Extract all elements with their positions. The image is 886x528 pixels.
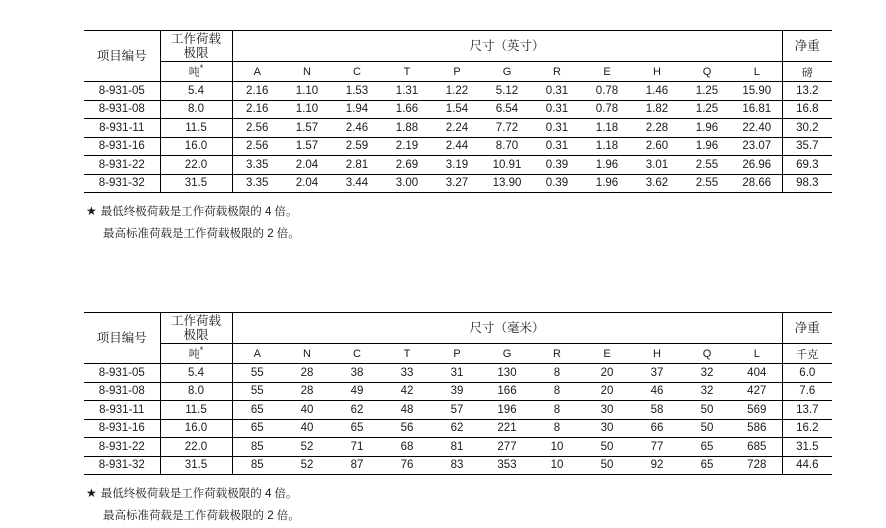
- header-working-load-limit: [160, 31, 232, 62]
- cell-net-weight: 13.2: [782, 82, 832, 101]
- table-row: [84, 119, 832, 138]
- cell-dim-t: 56: [382, 419, 432, 438]
- cell-dim-r: 0.31: [532, 100, 582, 119]
- cell-dim-q: 1.25: [682, 100, 732, 119]
- cell-dim-g: 130: [482, 364, 532, 383]
- cell-dim-h: 37: [632, 364, 682, 383]
- cell-dim-a: 85: [232, 438, 282, 457]
- cell-net-weight: 44.6: [782, 456, 832, 475]
- header-item-number: 项目编号: [84, 313, 160, 364]
- cell-dim-p: 31: [432, 364, 482, 383]
- footnote-text-1: 最低终极荷载是工作荷载极限的 4 倍。: [100, 488, 298, 500]
- cell-dim-a: 65: [232, 401, 282, 420]
- cell-item-number: 8-931-32: [84, 456, 160, 475]
- cell-dim-e: 1.18: [582, 119, 632, 138]
- cell-dim-q: 65: [682, 456, 732, 475]
- spec-table-mm: [84, 312, 832, 475]
- cell-net-weight: 16.2: [782, 419, 832, 438]
- cell-dim-c: 3.44: [332, 174, 382, 193]
- cell-item-number: 8-931-05: [84, 82, 160, 101]
- cell-net-weight: 13.7: [782, 401, 832, 420]
- cell-net-weight: 16.8: [782, 100, 832, 119]
- cell-item-number: 8-931-32: [84, 174, 160, 193]
- footnote-line-2: [86, 224, 300, 246]
- cell-dim-l: 427: [732, 382, 782, 401]
- header-dim-n: N: [282, 344, 332, 364]
- header-dim-c: C: [332, 62, 382, 82]
- cell-item-number: 8-931-08: [84, 382, 160, 401]
- cell-dim-l: 685: [732, 438, 782, 457]
- cell-dim-a: 55: [232, 364, 282, 383]
- cell-wll: 22.0: [160, 438, 232, 457]
- table-row: [84, 456, 832, 475]
- cell-dim-h: 92: [632, 456, 682, 475]
- wll-unit-footnote-mark: *: [199, 345, 204, 356]
- cell-dim-q: 1.96: [682, 137, 732, 156]
- cell-dim-q: 65: [682, 438, 732, 457]
- cell-dim-l: 28.66: [732, 174, 782, 193]
- header-dim-c: C: [332, 344, 382, 364]
- cell-dim-q: 2.55: [682, 174, 732, 193]
- cell-dim-p: 57: [432, 401, 482, 420]
- footnote-line-2: [86, 506, 300, 528]
- table-row: [84, 137, 832, 156]
- footnote-line-1: [86, 200, 300, 224]
- cell-dim-p: 83: [432, 456, 482, 475]
- spec-table-mm-block: [84, 312, 820, 475]
- cell-dim-e: 50: [582, 456, 632, 475]
- cell-dim-q: 50: [682, 419, 732, 438]
- cell-dim-p: 1.22: [432, 82, 482, 101]
- table-row: [84, 382, 832, 401]
- cell-dim-n: 40: [282, 419, 332, 438]
- cell-item-number: 8-931-16: [84, 137, 160, 156]
- header-wll-line1: 工作荷载: [170, 31, 221, 46]
- cell-dim-g: 7.72: [482, 119, 532, 138]
- header-row-primary: [84, 313, 832, 344]
- cell-dim-t: 48: [382, 401, 432, 420]
- cell-dim-l: 23.07: [732, 137, 782, 156]
- cell-dim-q: 50: [682, 401, 732, 420]
- cell-dim-l: 586: [732, 419, 782, 438]
- cell-wll: 5.4: [160, 82, 232, 101]
- cell-dim-q: 2.55: [682, 156, 732, 175]
- cell-dim-c: 65: [332, 419, 382, 438]
- header-net-weight: 净重: [782, 313, 832, 344]
- cell-dim-h: 66: [632, 419, 682, 438]
- cell-dim-a: 3.35: [232, 174, 282, 193]
- header-dim-r: R: [532, 62, 582, 82]
- cell-dim-h: 3.01: [632, 156, 682, 175]
- cell-dim-n: 2.04: [282, 156, 332, 175]
- cell-dim-t: 2.19: [382, 137, 432, 156]
- cell-net-weight: 35.7: [782, 137, 832, 156]
- table-body-mm: [84, 364, 832, 475]
- cell-dim-t: 1.31: [382, 82, 432, 101]
- table-header-mm: [84, 313, 832, 364]
- cell-item-number: 8-931-16: [84, 419, 160, 438]
- spec-table-inch: [84, 30, 832, 193]
- cell-dim-h: 3.62: [632, 174, 682, 193]
- header-wll-unit: 吨*: [160, 344, 232, 364]
- cell-dim-r: 0.31: [532, 137, 582, 156]
- cell-wll: 11.5: [160, 119, 232, 138]
- header-net-unit: 千克: [782, 344, 832, 364]
- cell-dim-n: 28: [282, 382, 332, 401]
- table-row: [84, 82, 832, 101]
- header-row-units: [84, 62, 832, 82]
- cell-dim-c: 1.53: [332, 82, 382, 101]
- cell-dim-p: 81: [432, 438, 482, 457]
- cell-dim-p: 62: [432, 419, 482, 438]
- header-dim-q: Q: [682, 344, 732, 364]
- cell-wll: 31.5: [160, 174, 232, 193]
- header-dim-t: T: [382, 344, 432, 364]
- cell-item-number: 8-931-08: [84, 100, 160, 119]
- cell-dim-c: 2.81: [332, 156, 382, 175]
- header-dimensions: 尺寸（毫米）: [232, 313, 782, 344]
- header-wll-line2: 极限: [183, 46, 209, 60]
- cell-dim-n: 1.10: [282, 82, 332, 101]
- cell-item-number: 8-931-11: [84, 119, 160, 138]
- header-dim-l: L: [732, 62, 782, 82]
- header-wll-line2: 极限: [183, 328, 209, 342]
- cell-dim-l: 569: [732, 401, 782, 420]
- cell-dim-t: 42: [382, 382, 432, 401]
- cell-dim-r: 0.31: [532, 119, 582, 138]
- cell-wll: 8.0: [160, 100, 232, 119]
- header-dim-h: H: [632, 344, 682, 364]
- footnote-text-1: 最低终极荷载是工作荷载极限的 4 倍。: [100, 206, 298, 218]
- cell-dim-a: 55: [232, 382, 282, 401]
- cell-dim-c: 1.94: [332, 100, 382, 119]
- header-dim-a: A: [232, 344, 282, 364]
- footnote-line-1: [86, 482, 300, 506]
- cell-dim-r: 0.39: [532, 174, 582, 193]
- cell-dim-a: 2.56: [232, 137, 282, 156]
- footnotes-mm: [86, 482, 300, 528]
- cell-wll: 5.4: [160, 364, 232, 383]
- cell-dim-e: 1.96: [582, 156, 632, 175]
- cell-dim-e: 20: [582, 382, 632, 401]
- cell-dim-t: 76: [382, 456, 432, 475]
- cell-dim-a: 2.16: [232, 82, 282, 101]
- header-dim-g: G: [482, 344, 532, 364]
- cell-dim-r: 8: [532, 419, 582, 438]
- cell-dim-h: 58: [632, 401, 682, 420]
- cell-dim-r: 8: [532, 401, 582, 420]
- cell-dim-q: 32: [682, 364, 732, 383]
- header-dim-e: E: [582, 344, 632, 364]
- cell-dim-r: 0.39: [532, 156, 582, 175]
- header-wll-unit: 吨*: [160, 62, 232, 82]
- cell-dim-t: 1.66: [382, 100, 432, 119]
- cell-dim-g: 196: [482, 401, 532, 420]
- cell-dim-g: 13.90: [482, 174, 532, 193]
- cell-dim-r: 8: [532, 364, 582, 383]
- header-dim-p: P: [432, 344, 482, 364]
- cell-dim-n: 2.04: [282, 174, 332, 193]
- header-dim-e: E: [582, 62, 632, 82]
- header-wll-line1: 工作荷载: [170, 313, 221, 328]
- cell-net-weight: 30.2: [782, 119, 832, 138]
- cell-dim-p: 2.44: [432, 137, 482, 156]
- cell-dim-n: 1.57: [282, 119, 332, 138]
- cell-dim-q: 1.96: [682, 119, 732, 138]
- table-row: [84, 438, 832, 457]
- cell-net-weight: 6.0: [782, 364, 832, 383]
- cell-dim-q: 1.25: [682, 82, 732, 101]
- cell-dim-p: 1.54: [432, 100, 482, 119]
- header-net-weight: 净重: [782, 31, 832, 62]
- table-row: [84, 401, 832, 420]
- cell-dim-l: 404: [732, 364, 782, 383]
- header-dimensions: 尺寸（英寸）: [232, 31, 782, 62]
- cell-dim-n: 1.10: [282, 100, 332, 119]
- table-row: [84, 100, 832, 119]
- cell-dim-c: 38: [332, 364, 382, 383]
- cell-dim-g: 277: [482, 438, 532, 457]
- header-row-units: [84, 344, 832, 364]
- table-row: [84, 364, 832, 383]
- cell-dim-r: 10: [532, 456, 582, 475]
- cell-dim-t: 33: [382, 364, 432, 383]
- cell-dim-a: 3.35: [232, 156, 282, 175]
- footnotes-inch: [86, 200, 300, 246]
- cell-dim-e: 0.78: [582, 100, 632, 119]
- cell-dim-a: 65: [232, 419, 282, 438]
- cell-dim-l: 16.81: [732, 100, 782, 119]
- cell-dim-l: 15.90: [732, 82, 782, 101]
- cell-dim-p: 3.27: [432, 174, 482, 193]
- footnote-text-2: 最高标准荷载是工作荷载极限的 2 倍。: [103, 227, 300, 240]
- cell-dim-r: 10: [532, 438, 582, 457]
- cell-dim-g: 221: [482, 419, 532, 438]
- cell-wll: 16.0: [160, 419, 232, 438]
- cell-dim-g: 6.54: [482, 100, 532, 119]
- spec-table-inch-block: [84, 30, 820, 193]
- cell-dim-t: 2.69: [382, 156, 432, 175]
- header-dim-h: H: [632, 62, 682, 82]
- table-body-inch: [84, 82, 832, 193]
- star-icon: ★: [86, 204, 97, 218]
- table-header-inch: [84, 31, 832, 82]
- cell-dim-p: 3.19: [432, 156, 482, 175]
- cell-dim-e: 1.18: [582, 137, 632, 156]
- wll-unit-footnote-mark: *: [199, 63, 204, 74]
- cell-dim-n: 1.57: [282, 137, 332, 156]
- cell-dim-n: 40: [282, 401, 332, 420]
- cell-dim-p: 2.24: [432, 119, 482, 138]
- cell-dim-e: 1.96: [582, 174, 632, 193]
- cell-dim-a: 2.56: [232, 119, 282, 138]
- header-dim-l: L: [732, 344, 782, 364]
- header-dim-g: G: [482, 62, 532, 82]
- cell-dim-g: 8.70: [482, 137, 532, 156]
- footnote-text-2: 最高标准荷载是工作荷载极限的 2 倍。: [103, 509, 300, 522]
- cell-item-number: 8-931-22: [84, 156, 160, 175]
- cell-dim-g: 353: [482, 456, 532, 475]
- cell-wll: 31.5: [160, 456, 232, 475]
- star-icon: ★: [86, 486, 97, 500]
- table-row: [84, 174, 832, 193]
- cell-dim-c: 62: [332, 401, 382, 420]
- cell-dim-c: 2.46: [332, 119, 382, 138]
- cell-dim-r: 0.31: [532, 82, 582, 101]
- header-dim-r: R: [532, 344, 582, 364]
- cell-wll: 8.0: [160, 382, 232, 401]
- cell-net-weight: 69.3: [782, 156, 832, 175]
- cell-net-weight: 7.6: [782, 382, 832, 401]
- cell-dim-l: 22.40: [732, 119, 782, 138]
- cell-dim-e: 0.78: [582, 82, 632, 101]
- cell-dim-t: 68: [382, 438, 432, 457]
- cell-dim-h: 2.28: [632, 119, 682, 138]
- cell-dim-g: 166: [482, 382, 532, 401]
- header-dim-n: N: [282, 62, 332, 82]
- cell-dim-t: 3.00: [382, 174, 432, 193]
- cell-dim-e: 30: [582, 419, 632, 438]
- cell-dim-r: 8: [532, 382, 582, 401]
- header-item-number: 项目编号: [84, 31, 160, 82]
- header-dim-p: P: [432, 62, 482, 82]
- cell-dim-h: 77: [632, 438, 682, 457]
- cell-net-weight: 31.5: [782, 438, 832, 457]
- cell-dim-p: 39: [432, 382, 482, 401]
- cell-dim-n: 52: [282, 438, 332, 457]
- cell-dim-c: 2.59: [332, 137, 382, 156]
- table-row: [84, 419, 832, 438]
- cell-dim-h: 1.82: [632, 100, 682, 119]
- cell-dim-n: 28: [282, 364, 332, 383]
- cell-item-number: 8-931-11: [84, 401, 160, 420]
- cell-dim-q: 32: [682, 382, 732, 401]
- header-row-primary: [84, 31, 832, 62]
- header-dim-q: Q: [682, 62, 732, 82]
- cell-dim-h: 46: [632, 382, 682, 401]
- table-row: [84, 156, 832, 175]
- cell-dim-c: 49: [332, 382, 382, 401]
- cell-wll: 16.0: [160, 137, 232, 156]
- cell-dim-n: 52: [282, 456, 332, 475]
- header-working-load-limit: [160, 313, 232, 344]
- cell-dim-l: 728: [732, 456, 782, 475]
- cell-dim-t: 1.88: [382, 119, 432, 138]
- cell-dim-e: 30: [582, 401, 632, 420]
- cell-dim-a: 85: [232, 456, 282, 475]
- header-dim-a: A: [232, 62, 282, 82]
- cell-dim-a: 2.16: [232, 100, 282, 119]
- cell-net-weight: 98.3: [782, 174, 832, 193]
- cell-dim-g: 5.12: [482, 82, 532, 101]
- cell-dim-g: 10.91: [482, 156, 532, 175]
- cell-item-number: 8-931-05: [84, 364, 160, 383]
- cell-dim-l: 26.96: [732, 156, 782, 175]
- cell-item-number: 8-931-22: [84, 438, 160, 457]
- header-dim-t: T: [382, 62, 432, 82]
- cell-dim-e: 50: [582, 438, 632, 457]
- cell-dim-h: 1.46: [632, 82, 682, 101]
- cell-dim-h: 2.60: [632, 137, 682, 156]
- header-net-unit: 磅: [782, 62, 832, 82]
- cell-wll: 11.5: [160, 401, 232, 420]
- cell-wll: 22.0: [160, 156, 232, 175]
- cell-dim-c: 87: [332, 456, 382, 475]
- cell-dim-c: 71: [332, 438, 382, 457]
- cell-dim-e: 20: [582, 364, 632, 383]
